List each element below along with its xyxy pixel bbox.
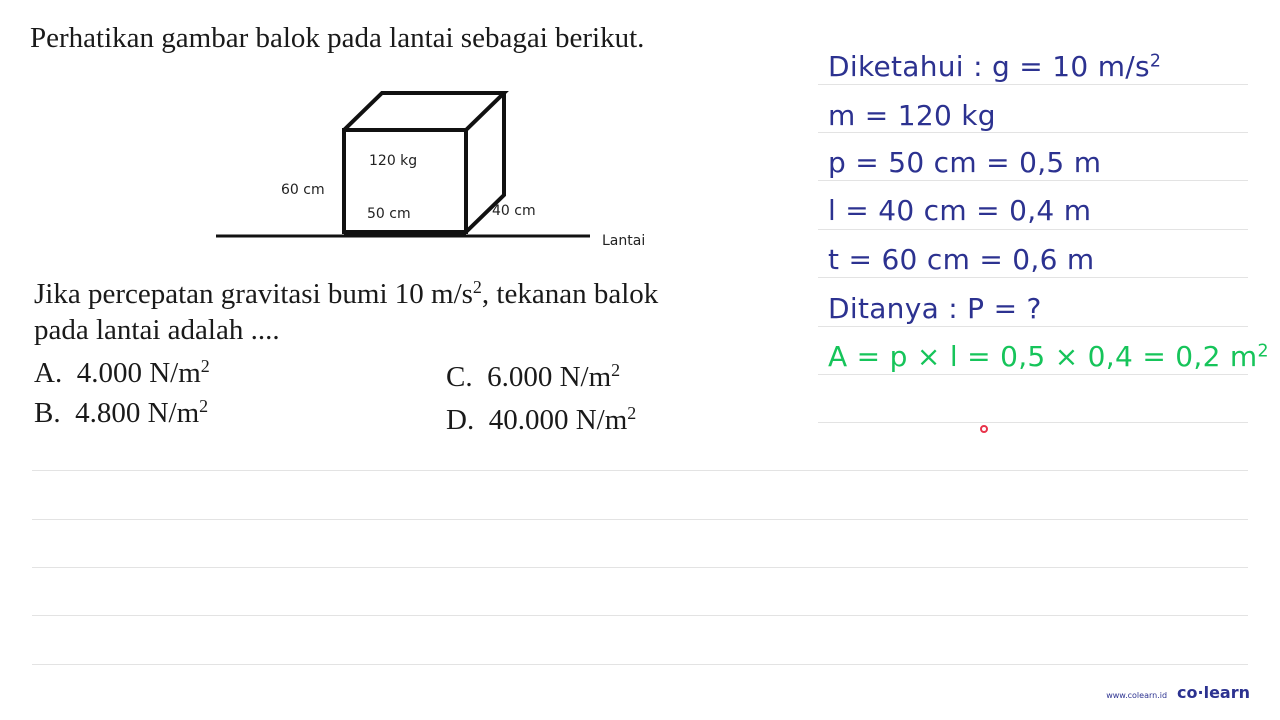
ruled-line	[818, 422, 1248, 423]
ruled-line	[818, 132, 1248, 133]
note-mass: m = 120 kg	[828, 99, 996, 132]
ruled-line	[818, 84, 1248, 85]
question-line-1: Jika percepatan gravitasi bumi 10 $m/s^2$, tekanan balok	[34, 277, 659, 310]
pointer-marker	[980, 425, 988, 433]
option-d[interactable]: D. 40.000 $N/m^2$	[446, 403, 637, 436]
note-known: Diketahui : g = 10 $m/s^2$	[828, 50, 1162, 83]
ruled-line	[32, 519, 1248, 520]
question-line-2: pada lantai adalah ....	[34, 314, 280, 346]
ruled-line	[32, 664, 1248, 665]
note-height: t = 60 cm = 0,6 m	[828, 243, 1095, 276]
option-c[interactable]: C. 6.000 $N/m^2$	[446, 360, 621, 393]
brand-footer	[1106, 683, 1250, 702]
option-b[interactable]: B. 4.800 $N/m^2$	[34, 396, 209, 429]
ruled-line	[32, 567, 1248, 568]
ruled-line	[818, 229, 1248, 230]
ruled-line	[818, 326, 1248, 327]
length-label: 50 cm	[367, 206, 411, 222]
note-width: l = 40 cm = 0,4 m	[828, 194, 1092, 227]
ruled-line	[818, 180, 1248, 181]
ruled-line	[818, 374, 1248, 375]
brand-url: www.colearn.id	[1106, 691, 1168, 700]
floor-label: Lantai	[602, 233, 646, 249]
width-label: 40 cm	[492, 203, 536, 219]
height-label: 60 cm	[281, 182, 325, 198]
ruled-line	[32, 470, 1248, 471]
ruled-line	[32, 615, 1248, 616]
note-area: A = p × l = 0,5 × 0,4 = 0,2 $m^2$	[828, 340, 1269, 373]
box-figure	[210, 85, 690, 255]
note-asked: Ditanya : P = ?	[828, 292, 1042, 325]
note-length: p = 50 cm = 0,5 m	[828, 146, 1102, 179]
brand-logo: co·learn	[1177, 683, 1250, 702]
ruled-line	[818, 277, 1248, 278]
question-intro: Perhatikan gambar balok pada lantai sebagai berikut.	[30, 22, 645, 54]
option-a[interactable]: A. 4.000 $N/m^2$	[34, 356, 210, 389]
mass-label: 120 kg	[369, 153, 418, 169]
